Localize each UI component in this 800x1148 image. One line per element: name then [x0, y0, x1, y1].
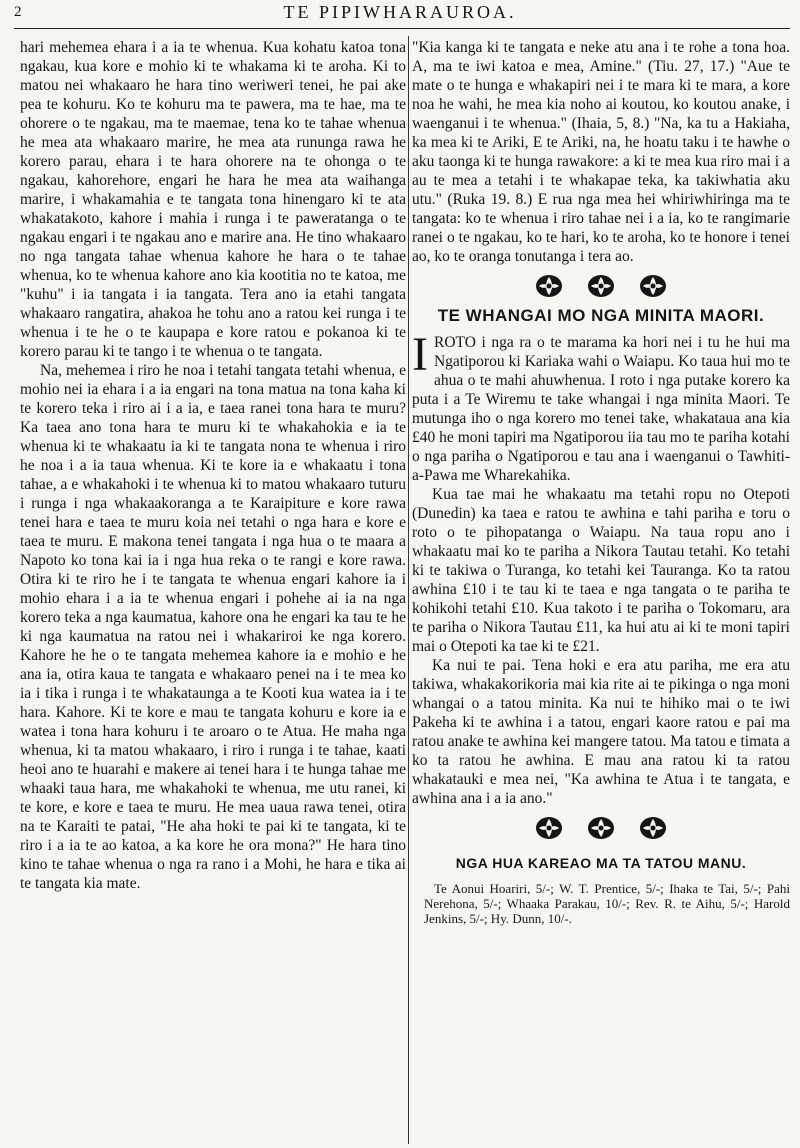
fern-flower-ornament-icon: [535, 816, 563, 840]
ornament-row: [412, 274, 790, 298]
section-paragraph: Kua tae mai he whakaatu ma tetahi ropu no Otepoti (Dunedin) ka taea e ratou te awhina e tahi pariha e toru o roto o te pihopatanga o Waiapu. Na taua ropu ano i whakaatu mai ko te pariha a Nikora Tautau tetahi. Ko tetahi ki te takiwa o Turanga, ko tetahi kei Tauranga. Ko ta ratou awhina £10 i te tau ki te taea e nga tangata o te pariha te kohikohi tetahi £10. Kua takoto i te pariha o Tokomaru, ara te pariha o Nikora Tautau £11, ka hui atu ai ki te moni tapiri mai o Otepoti ka tae ki te £21.: [412, 486, 790, 655]
section-paragraph: Ka nui te pai. Tena hoki e era atu pariha, me era atu takiwa, whakakorikoria mai kia rite ai te pikinga o nga moni whangai o a tatou minita. Ka nui te hihiko mai o te iwi Pakeha ki te awhina i a tatou, engari kaore ratou e pai ma ratou anake te awhina kei mangere tatou. Ma tatou e timata a ko ta ratou he awhina. E mau ana ratou ki ta ratou whakatauki e mea nei, "Ka awhina te Atua i te tangata, e awhina ana i a ia ano.": [412, 657, 790, 807]
subscriber-list: Te Aonui Hoariri, 5/-; W. T. Prentice, 5/-; Ihaka te Tai, 5/-; Pahi Nerehona, 5/-; Whaaka Parakau, 10/-; Rev. R. te Aihu, 5/-; Harold Jenkins, 5/-; Hy. Dunn, 10/-.: [424, 881, 790, 926]
fern-flower-ornament-icon: [587, 816, 615, 840]
article-paragraph: hari mehemea ehara i a ia te whenua. Kua kohatu katoa tona ngakau, kua kore e mohio ki te whakama ki te aroha. Ki to matou nei whakaaro he hara tino weriweri tenei, he pai ake pea te kohuru. Ko te kohuru ma te pawera, ma te hae, ma te ohorere o te ngakau, ma te maemae, tena ko te tahae whenua he mea ata whakaaro marire, he mea ata rununga rawa he korero parau, ehara i te hara ohorere na te ohonga o te ngakau, kahorehore, engari he hara he mea ata waihanga marire, i whakamahia e te tangata tona hinengaro ki te ata whakatakoto, kahore i mahia i runga i te paweratanga o te ngakau engari i te ngakau ano e marire ana. He tino whakaaro no nga tangata tahae whenua kahore he hara o te tahae whenua, ko te whenua kahore ano kia kootitia no te katoa, me "kuhu" i ia tangata i ia tangata. Tera ano ia etahi tangata whakaaro rangatira, ahakoa he tohu ano a ratou kei runga i te whenua i te he o te kaupapa e kore ratou e pokanoa ki te korero parau ki te tango i te whenua o te tangata.: [20, 39, 406, 360]
page-number: 2: [14, 4, 22, 20]
subsection-title: NGA HUA KAREAO MA TA TATOU MANU.: [455, 855, 747, 871]
section-first-paragraph: ROTO i nga ra o te marama ka hori nei i tu he hui ma Ngatiporou ki Kariaka wahi o Waiapu. Ko taua hui mo te ahua o te mahi ahuwhenua. I roto i nga putake korero ka puta i a Te Wiremu te take whangai i nga minita Maori. Te mutunga iho o nga korero mo tenei take, whakataua ana kia £40 he moni tapiri ma Ngatiporou iia tau mo te pariha kotahi o nga pariha o Ngatiporou e tau ana i waenganui o Tawhiti-a-Pawa me Wharekahika.: [412, 334, 790, 484]
article-paragraph: Na, mehemea i riro he noa i tetahi tangata tetahi whenua, e mohio nei ia ehara i a ia engari na tona matua na tona kaha ki te korero teka i riro ai i a ia, e taea ranei tona hara te muru? Ka taea ano tona hara te muru ki te whakahokia e ia te whenua ki te whakaatu ia ki te tangata nona te whenua i riro he noa i a ia taua whenua. Ki te kore ia e whakaatu i tona tahae, a e whakahoki i te whenua ki to matou whakaaro tuturu i runga i nga whakaakoranga a te Karaipiture e kore rawa tenei hara e taea te muru koia nei tetahi o nga hara e kore e taea te muru. E makona tenei tangata i nga hua o te maara a Napoto ko tona kai ia i nga hua reka o te rangi e kore rawa. Otira ki te riro he i te tangata te whenua engari kahore ia i mohio ehara i a ia te whenua engari i pohehe ai ia na nga korero teka a nga kaumatua, kahore ona he engari ka tau te he ki nga kaumatua na ratou nei i whakariroi ke nga korero. Kahore he he o te tangata mehemea kahore ia e mohio e he ana ia, otira kaua te tangata e whakaaro penei na i te mea ko ia i tika i runga i te whakataunga a te Kooti kua watea ia i te hara. Kahore. Ki te kore e mau te tangata kohuru e kore ia e watea i tona hara kohuru i te aroaro o te Atua. He maha nga whenua, ki ta matou whakaaro, i riro i runga i te tahae, kaati heoi ano te huarahi e makere ai tenei hara i te hunga tahae me whaaki taua hara, me whakahoki te whenua, me utu ranei, ki te kore, e kore e taea te muru. He mea uaua rawa tenei, otira na te Karaiti te patai, "He aha hoki te pai ki te tangata, ki te riro i a ia te ao katoa, a ka kore he ora mona?" He hara tino kino te tahae whenua o nga ra rano i a Mohi, he hara e tika ai te tangata kia mate.: [20, 362, 406, 892]
right-column: [412, 38, 790, 1144]
column-divider: [408, 36, 409, 1144]
fern-flower-ornament-icon: [535, 274, 563, 298]
drop-cap: I: [412, 328, 428, 381]
fern-flower-ornament-icon: [587, 274, 615, 298]
header-rule: [14, 28, 790, 29]
left-column: [20, 38, 406, 1144]
page-header: [0, 0, 800, 36]
section-title: TE WHANGAI MO NGA MINITA MAORI.: [437, 306, 765, 325]
scripture-quote-paragraph: "Kia kanga ki te tangata e neke atu ana i te rohe a tona hoa. A, ma te iwi katoa e mea, Amine." (Tiu. 27, 17.) "Aue te mate o te hunga e whakapiri nei i te mara ki te mara, a kore noa he wahi, he mea kia noho ai koutou, ko koutou anake, i waenganui i te whenua." (Ihaia, 5, 8.) "Na, ka tu a Hakiaha, ka mea ki te Ariki, E te Ariki, na, he hoatu taku i te hawhe o aku taonga ki te hunga rawakore: a ki te mea kua riro mai i a au te mea a tetahi i te whakapae teka, ka takiwhatia aku utu." (Ruka 19. 8.) E rua nga mea hei whiriwhiringa ma te tangata: ko te whenua i riro tahae nei i a ia, ko te rangimarie ranei o te ngakau, ko te hari, ko te aroha, ko te honore i tenei ao, ko te oranga tonutanga i tera ao.: [412, 39, 790, 265]
section-lead: [412, 328, 790, 485]
fern-flower-ornament-icon: [639, 274, 667, 298]
ornament-row: [412, 816, 790, 840]
fern-flower-ornament-icon: [639, 816, 667, 840]
running-title: TE PIPIWHARAUROA.: [283, 2, 517, 22]
